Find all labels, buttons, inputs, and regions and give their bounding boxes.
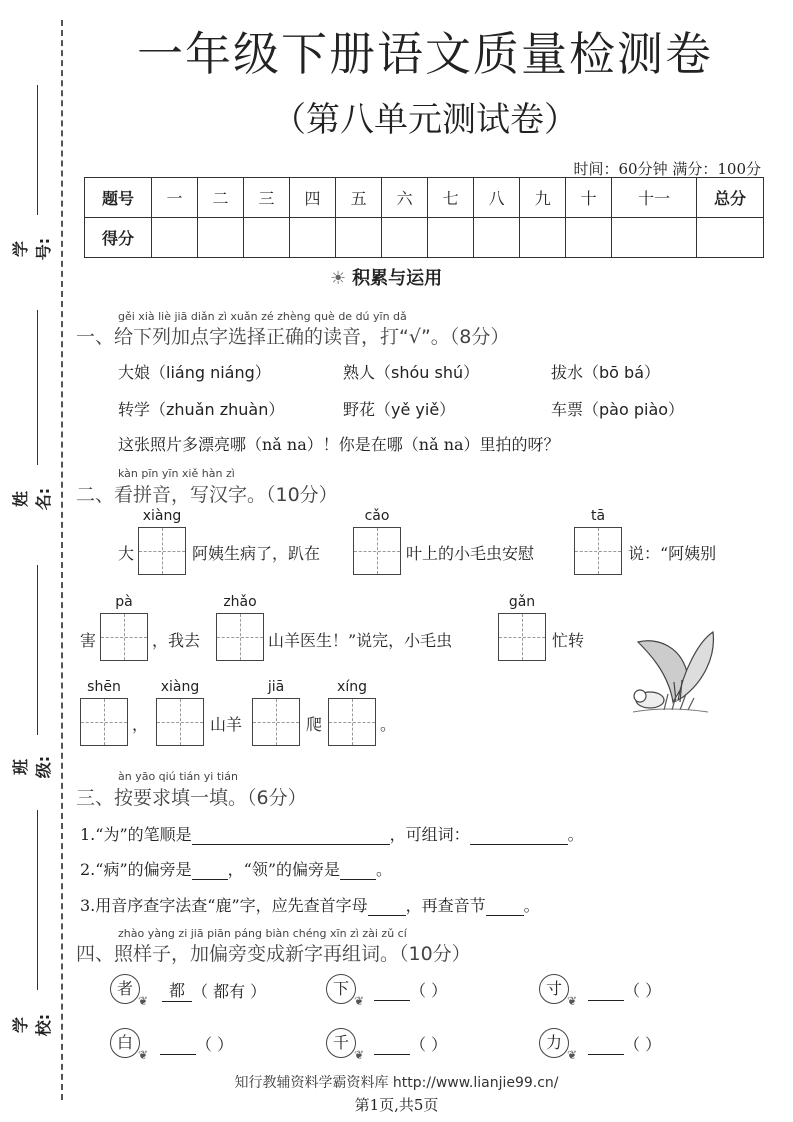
page-title: 一年级下册语文质量检测卷 <box>137 27 713 81</box>
q2-text: ，我去 <box>152 631 201 650</box>
q1-options[interactable]: （zhuǎn zhuàn） <box>150 400 285 419</box>
score-col: 十 <box>566 178 612 218</box>
tianzige-box[interactable] <box>100 613 148 661</box>
leaf-icon: ❦ <box>354 994 365 1008</box>
answer-paren[interactable]: （ ） <box>624 1035 662 1054</box>
score-cell[interactable] <box>566 218 612 258</box>
score-table <box>84 177 764 258</box>
leaf-icon: ❦ <box>138 1048 149 1062</box>
q3-item-1: 1.“为”的笔顺是 ，可组词： 。 <box>80 825 584 844</box>
score-col: 八 <box>474 178 520 218</box>
answer-blank[interactable] <box>192 826 390 845</box>
q2-text: 爬 <box>306 715 323 734</box>
leaf-icon: ❦ <box>567 994 578 1008</box>
section-banner-text: 积累与运用 <box>352 268 443 289</box>
radical-char-circle: 力 <box>539 1028 569 1058</box>
score-cell[interactable] <box>697 218 764 258</box>
q1-item: 野花（yě yiě） <box>343 400 456 419</box>
q2-text: 害 <box>80 631 97 650</box>
leaf-icon: ❦ <box>567 1048 578 1062</box>
q1-item: 拔水（bō bá） <box>551 363 661 382</box>
q2-text: 山羊医生！”说完，小毛虫 <box>268 631 453 650</box>
q3-pinyin: àn yāo qiú tián yi tián <box>118 770 238 783</box>
side-line-xuehao <box>37 85 38 215</box>
tianzige-box[interactable] <box>138 527 186 575</box>
q4-pinyin: zhào yàng zi jiā piān páng biàn chéng xīn zì zài zǔ cí <box>118 927 407 940</box>
answer-blank[interactable] <box>470 826 568 845</box>
q2-pinyin-label: pà <box>115 594 133 610</box>
radical-char-circle: 白 <box>110 1028 140 1058</box>
q1-heading: 一、给下列加点字选择正确的读音，打“√”。（8分） <box>76 326 510 348</box>
q4-example: 都 （ 都有 ） <box>162 978 266 1002</box>
answer-blank[interactable] <box>486 897 524 916</box>
leaf-icon: ❦ <box>138 994 149 1008</box>
side-label-xuexiao: 学校: <box>11 1013 53 1037</box>
q1-options[interactable]: （pào piào） <box>583 400 685 419</box>
page-subtitle: （第八单元测试卷） <box>272 100 578 140</box>
score-cell[interactable] <box>152 218 198 258</box>
footer-source: 知行教辅资料学霸资料库 http://www.lianjie99.cn/ <box>234 1075 559 1091</box>
answer-blank[interactable] <box>340 861 376 880</box>
q2-pinyin-label: jiā <box>267 679 285 695</box>
sun-icon: ☀ <box>330 268 347 289</box>
answer-blank[interactable] <box>588 982 624 1001</box>
time-info: 时间：60分钟 满分：100分 <box>573 160 761 178</box>
score-cell[interactable] <box>198 218 244 258</box>
score-col: 九 <box>520 178 566 218</box>
q4-heading: 四、照样子，加偏旁变成新字再组词。（10分） <box>76 943 471 965</box>
side-line-xuexiao <box>37 810 38 990</box>
binding-dashed-line <box>61 20 63 1100</box>
score-total-label: 总分 <box>697 178 764 218</box>
score-col: 十一 <box>612 178 697 218</box>
side-label-banji: 班级: <box>11 755 53 779</box>
score-col: 二 <box>198 178 244 218</box>
score-cell[interactable] <box>382 218 428 258</box>
radical-char-circle: 下 <box>326 974 356 1004</box>
answer-blank[interactable] <box>192 861 228 880</box>
score-cell[interactable] <box>244 218 290 258</box>
answer-blank[interactable] <box>374 1036 410 1055</box>
score-col: 七 <box>428 178 474 218</box>
score-table-label: 题号 <box>85 178 152 218</box>
answer-paren[interactable]: （ ） <box>410 981 448 1000</box>
score-col: 五 <box>336 178 382 218</box>
score-cell[interactable] <box>428 218 474 258</box>
q2-text: 叶上的小毛虫安慰 <box>406 544 535 563</box>
score-col: 一 <box>152 178 198 218</box>
answer-blank[interactable] <box>588 1036 624 1055</box>
q1-item: 车票（pào piào） <box>551 400 685 419</box>
section-banner <box>330 264 442 290</box>
leaf-icon: ❦ <box>354 1048 365 1062</box>
q1-options[interactable]: （liáng niáng） <box>150 363 271 382</box>
q2-pinyin: kàn pīn yīn xiě hàn zì <box>118 467 235 480</box>
q2-pinyin-label: shēn <box>87 679 121 695</box>
tianzige-box[interactable] <box>80 698 128 746</box>
q2-pinyin-label: xiàng <box>142 508 182 524</box>
q1-item: 大娘（liáng niáng） <box>118 363 271 382</box>
q1-item: 熟人（shóu shú） <box>343 363 480 382</box>
score-row-label: 得分 <box>85 218 152 258</box>
q2-text: ， <box>132 715 149 734</box>
score-cell[interactable] <box>474 218 520 258</box>
q3-item-3: 3.用音序查字法查“鹿”字，应先查首字母 ，再查音节 。 <box>80 896 540 915</box>
q2-text: 说：“阿姨别 <box>628 544 717 563</box>
q3-heading: 三、按要求填一填。（6分） <box>76 787 307 809</box>
tianzige-box[interactable] <box>216 613 264 661</box>
radical-char-circle: 千 <box>326 1028 356 1058</box>
q1-options[interactable]: （yě yiě） <box>375 400 456 419</box>
q4-answer <box>374 1032 447 1055</box>
tianzige-box[interactable] <box>156 698 204 746</box>
answer-paren[interactable]: （ ） <box>410 1035 448 1054</box>
q2-pinyin-label: xiàng <box>160 679 200 695</box>
q4-answer <box>374 978 447 1001</box>
side-label-xingming: 姓名: <box>11 487 53 511</box>
score-cell[interactable] <box>336 218 382 258</box>
score-cell[interactable] <box>520 218 566 258</box>
score-col: 三 <box>244 178 290 218</box>
page-number: 第1页,共5页 <box>354 1096 439 1114</box>
answer-blank[interactable] <box>160 1036 196 1055</box>
score-cell[interactable] <box>612 218 697 258</box>
side-line-xingming <box>37 310 38 465</box>
q2-pinyin-label: xíng <box>337 679 367 695</box>
score-table-row-score <box>85 218 764 258</box>
q1-pinyin: gěi xià liè jiā diǎn zì xuǎn zé zhèng què de dú yīn dǎ <box>118 310 407 323</box>
q2-pinyin-label: tā <box>590 508 606 524</box>
q2-text: 大 <box>118 544 135 563</box>
score-table-row-header <box>85 178 764 218</box>
q1-options[interactable]: （bō bá） <box>583 363 661 382</box>
q2-heading: 二、看拼音，写汉字。（10分） <box>76 484 338 506</box>
q2-text: 山羊 <box>210 715 243 734</box>
score-cell[interactable] <box>290 218 336 258</box>
q2-pinyin-label: zhǎo <box>223 594 257 610</box>
q4-answer <box>588 1032 661 1055</box>
tianzige-box[interactable] <box>252 698 300 746</box>
answer-paren[interactable]: （ ） <box>624 981 662 1000</box>
tianzige-box[interactable] <box>353 527 401 575</box>
answer-blank[interactable] <box>368 897 406 916</box>
tianzige-box[interactable] <box>498 613 546 661</box>
side-label-xuehao: 学号: <box>11 237 53 261</box>
q3-item-2: 2.“病”的偏旁是 ，“领”的偏旁是 。 <box>80 860 393 879</box>
answer-blank[interactable] <box>374 982 410 1001</box>
q2-pinyin-label: cǎo <box>364 508 390 524</box>
q2-pinyin-label: gǎn <box>508 594 536 610</box>
q4-answer <box>588 978 661 1001</box>
radical-char-circle: 寸 <box>539 974 569 1004</box>
q1-item: 转学（zhuǎn zhuàn） <box>118 400 285 419</box>
q1-sentence: 这张照片多漂亮哪（nǎ na）！你是在哪（nǎ na）里拍的呀？ <box>118 435 560 454</box>
q2-text: 忙转 <box>552 631 585 650</box>
tianzige-box[interactable] <box>328 698 376 746</box>
caterpillar-leaf-illustration <box>628 622 718 718</box>
q1-options[interactable]: （shóu shú） <box>375 363 480 382</box>
side-line-banji <box>37 565 38 735</box>
q4-answer <box>160 1032 233 1055</box>
radical-char-circle: 者 <box>110 974 140 1004</box>
answer-paren[interactable]: （ ） <box>196 1035 234 1054</box>
score-col: 六 <box>382 178 428 218</box>
tianzige-box[interactable] <box>574 527 622 575</box>
q2-text: 。 <box>380 715 397 734</box>
score-col: 四 <box>290 178 336 218</box>
q2-text: 阿姨生病了，趴在 <box>192 544 321 563</box>
